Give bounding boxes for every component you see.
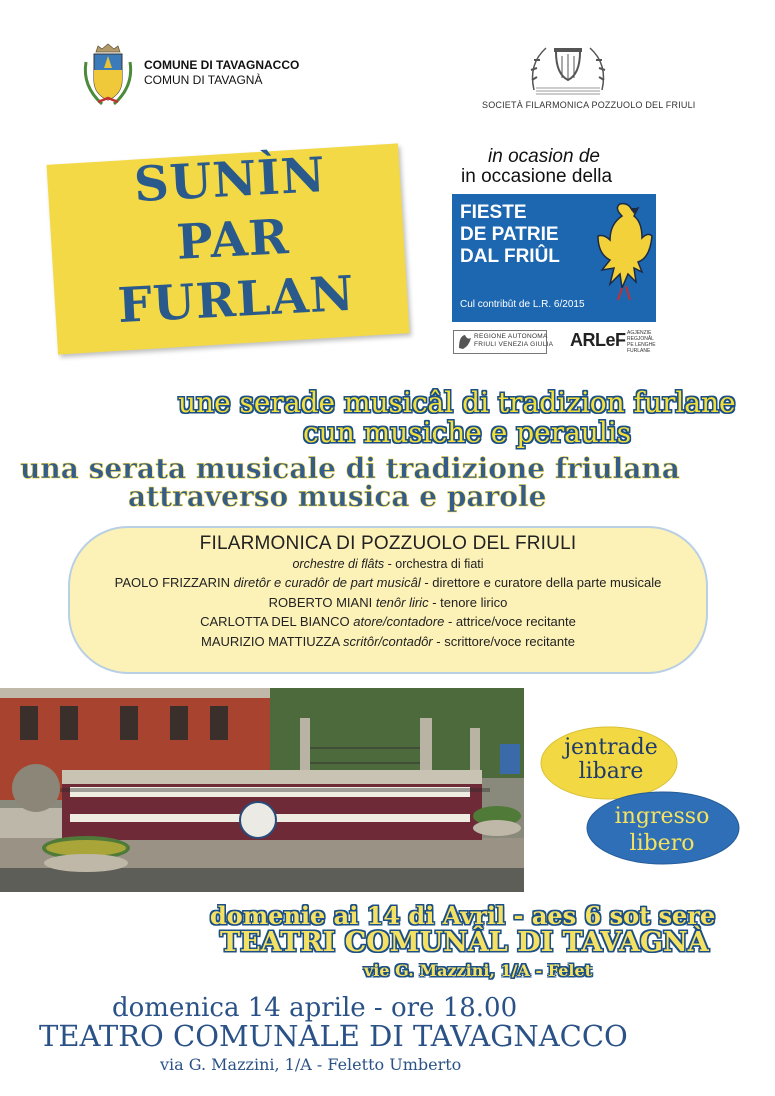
cast-member-role-italian: - scrittore/voce recitante [432, 633, 575, 649]
poster-title [83, 143, 382, 338]
entry-friulian [542, 736, 680, 784]
comune-name [144, 58, 299, 88]
cast-member-name: PAOLO FRIZZARIN [114, 575, 234, 590]
subtitle-italian-line-2: attraverso musica e parole [128, 480, 547, 513]
subtitle-friulian-line-2: cun musiche e peraulis [303, 416, 632, 449]
entry-italian-line-2: libero [629, 831, 695, 856]
title-line-1: SUNÌN [132, 147, 328, 214]
subtitle-friulian-line-1: une serade musicâl di tradizion furlane [178, 386, 736, 419]
fieste-title [460, 202, 560, 268]
cast-member-role-friulian: atore/contadore [353, 614, 445, 629]
comune-coat-of-arms-logo [80, 42, 136, 108]
fieste-contribution: Cul contribût de L.R. 6/2015 [460, 299, 585, 310]
cast-member-role-friulian: scritôr/contadôr [343, 633, 433, 649]
ensemble-description-italian: - orchestra di fiati [384, 557, 484, 571]
arlef-full-name [627, 330, 656, 354]
event-date-italian: domenica 14 aprile - ore 18.00 [112, 993, 518, 1023]
band-group-photo [0, 688, 524, 892]
arlef-line-1: AGJENZIE [627, 330, 652, 336]
subtitle-italian-line-1: una serata musicale di tradizione friulana [20, 452, 680, 485]
comune-name-italian: COMUNE DI TAVAGNACCO [144, 58, 300, 72]
fieste-title-line-2: DE PATRIE [460, 224, 559, 245]
filarmonica-caption: SOCIETÀ FILARMONICA POZZUOLO DEL FRIULI [482, 100, 696, 110]
occasion-italian: in occasione della [461, 166, 613, 187]
arlef-line-4: FURLANE [627, 348, 651, 354]
ensemble-description [68, 556, 708, 573]
cast-list [68, 532, 708, 651]
cast-member [68, 632, 708, 652]
arlef-line-2: REGJONÂL [627, 336, 654, 342]
event-venue-italian: TEATRO COMUNALE DI TAVAGNACCO [39, 1019, 628, 1053]
cast-member-role-friulian: tenôr liric [375, 594, 429, 610]
event-venue-friulian: TEATRI COMUNÂL DI TAVAGNÀ [220, 927, 709, 958]
cast-member-role-friulian: diretôr e curadôr de part musicâl [233, 575, 421, 590]
event-date-friulian: domenie ai 14 di Avril - aes 6 sot sere [210, 901, 716, 930]
cast-member-role-italian: - direttore e curatore della parte musicale [420, 575, 662, 590]
title-line-2: PAR [175, 209, 291, 271]
ensemble-description-friulian: orchestre di flâts [292, 557, 385, 571]
entry-friulian-line-1: jentrade [564, 735, 658, 760]
regione-line-1: REGIONE AUTONOMA [474, 333, 548, 340]
title-line-3: FURLAN [116, 265, 356, 335]
entry-friulian-line-2: libare [578, 759, 644, 784]
entry-italian [586, 803, 738, 857]
filarmonica-lyre-logo [526, 40, 610, 98]
regione-line-2: FRIULI VENEZIA GIULIA [474, 341, 554, 348]
fieste-title-line-1: FIESTE [460, 202, 527, 223]
occasion-friulian: in ocasion de [488, 146, 600, 167]
cast-member-role-italian: - tenore lirico [428, 594, 508, 610]
cast-member [68, 573, 708, 593]
arlef-line-3: PE LENGHE [627, 342, 656, 348]
comune-name-friulian: COMUN DI TAVAGNÀ [144, 73, 263, 87]
arlef-logo: ARLeF [570, 330, 626, 350]
event-address-italian: via G. Mazzini, 1/A - Feletto Umberto [160, 1055, 462, 1074]
entry-italian-line-1: ingresso [614, 804, 710, 829]
cast-member [68, 593, 708, 613]
fieste-title-line-3: DAL FRIÛL [460, 246, 560, 267]
cast-member-name: ROBERTO MIANI [268, 594, 376, 610]
ensemble-name: FILARMONICA DI POZZUOLO DEL FRIULI [199, 533, 577, 554]
cast-member-name: CARLOTTA DEL BIANCO [200, 614, 354, 629]
cast-member-role-italian: - attrice/voce recitante [444, 614, 576, 629]
friulian-eagle-icon [592, 198, 654, 308]
event-address-friulian: vie G. Mazzini, 1/A - Felet [364, 961, 593, 980]
regione-fvg-name [474, 333, 553, 349]
cast-member-name: MAURIZIO MATTIUZZA [201, 633, 344, 649]
cast-member [68, 612, 708, 632]
